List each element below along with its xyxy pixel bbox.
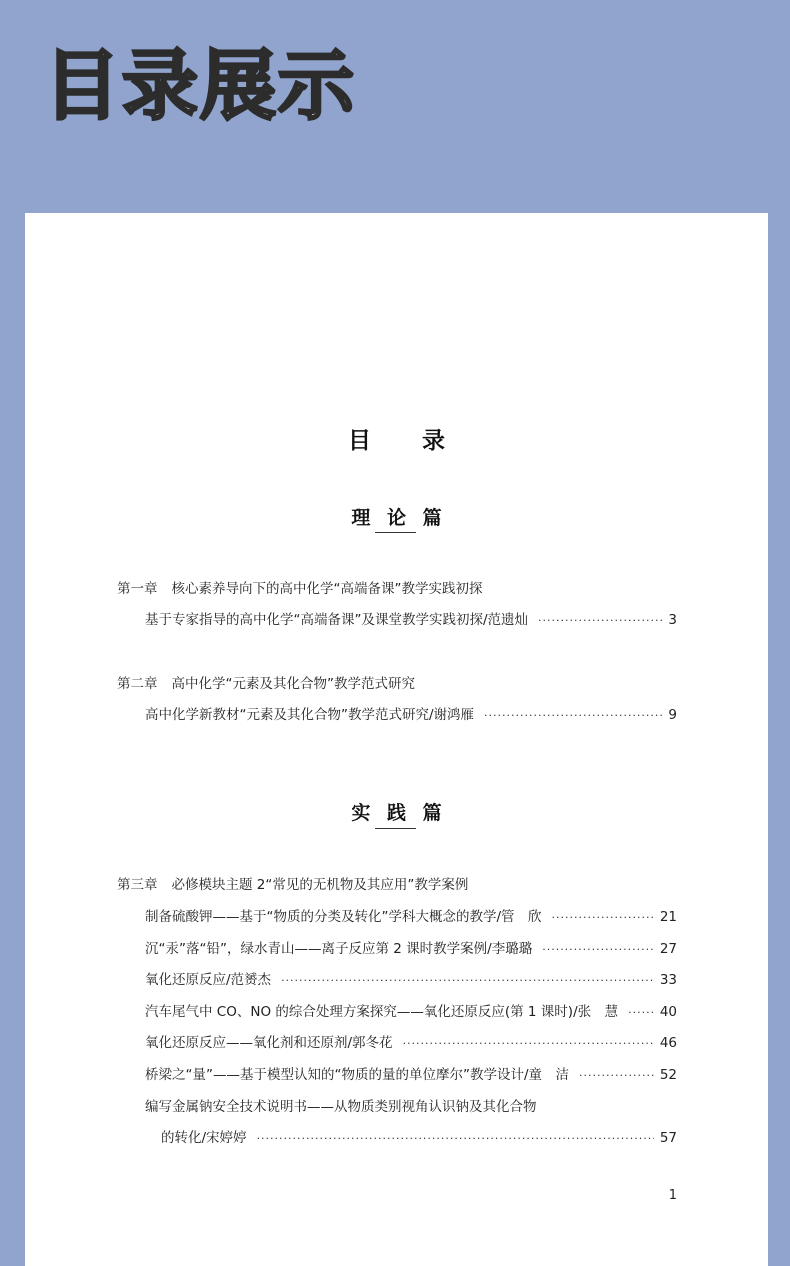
toc-entry[interactable]: 汽车尾气中 CO、NO 的综合处理方案探究——氧化还原反应(第 1 课时)/张 慧 ····· 40 [145, 1000, 677, 1020]
leader-dots [579, 1069, 654, 1082]
page-number: 1 [668, 1188, 677, 1203]
leader-dots [257, 1132, 654, 1145]
leader-dots [542, 943, 654, 956]
chapter-heading: 第三章 必修模块主题 2“常见的无机物及其应用”教学案例 [117, 877, 469, 893]
page-ref: 57 [659, 1130, 677, 1146]
toc-entry[interactable]: 基于专家指导的高中化学“高端备课”及课堂教学实践初探/范遗灿 ····· 3 [145, 608, 677, 628]
leader-dots [552, 911, 654, 924]
chapter-heading: 第一章 核心素养导向下的高中化学“高端备课”教学实践初探 [117, 581, 483, 597]
toc-entry-line1[interactable]: 编写金属钠安全技术说明书——从物质类别视角认识钠及其化合物 [145, 1099, 537, 1115]
toc-entry[interactable]: 氧化还原反应——氧化剂和还原剂/郭冬花 ····· 46 [145, 1031, 677, 1051]
leader-dots [628, 1006, 654, 1019]
toc-entry[interactable]: 的转化/宋婷婷 ····· 57 [161, 1126, 677, 1146]
toc-title: 目 录 [348, 428, 459, 454]
leader-dots [403, 1037, 654, 1050]
page-ref: 52 [659, 1067, 677, 1083]
chapter-heading: 第二章 高中化学“元素及其化合物”教学范式研究 [117, 676, 415, 692]
section-underline [375, 828, 416, 829]
toc-entry[interactable]: 制备硫酸钾——基于“物质的分类及转化”学科大概念的教学/管 欣 ····· 21 [145, 905, 677, 925]
banner-title: 目录展示 [44, 41, 356, 130]
document-page [25, 213, 768, 1266]
page-ref: 33 [659, 972, 677, 988]
page-ref: 21 [659, 909, 677, 925]
page-ref: 3 [668, 612, 677, 628]
leader-dots [538, 614, 662, 627]
page-ref: 9 [668, 707, 677, 723]
section-underline [375, 532, 416, 533]
section-heading-theory: 理 论 篇 [351, 507, 447, 529]
leader-dots [281, 974, 654, 987]
leader-dots [484, 709, 662, 722]
section-heading-practice: 实 践 篇 [351, 802, 447, 824]
page-ref: 27 [659, 941, 677, 957]
page-ref: 40 [659, 1004, 677, 1020]
toc-entry[interactable]: 高中化学新教材“元素及其化合物”教学范式研究/谢鸿雁 ····· 9 [145, 703, 677, 723]
toc-entry[interactable]: 氧化还原反应/范赟杰 ····· 33 [145, 968, 677, 988]
toc-entry[interactable]: 桥梁之“量”——基于模型认知的“物质的量的单位摩尔”教学设计/童 洁 ····· 52 [145, 1063, 677, 1083]
toc-entry[interactable]: 沉“汞”落“铅”，绿水青山——离子反应第 2 课时教学案例/李璐璐 ····· 27 [145, 937, 677, 957]
page-ref: 46 [659, 1035, 677, 1051]
